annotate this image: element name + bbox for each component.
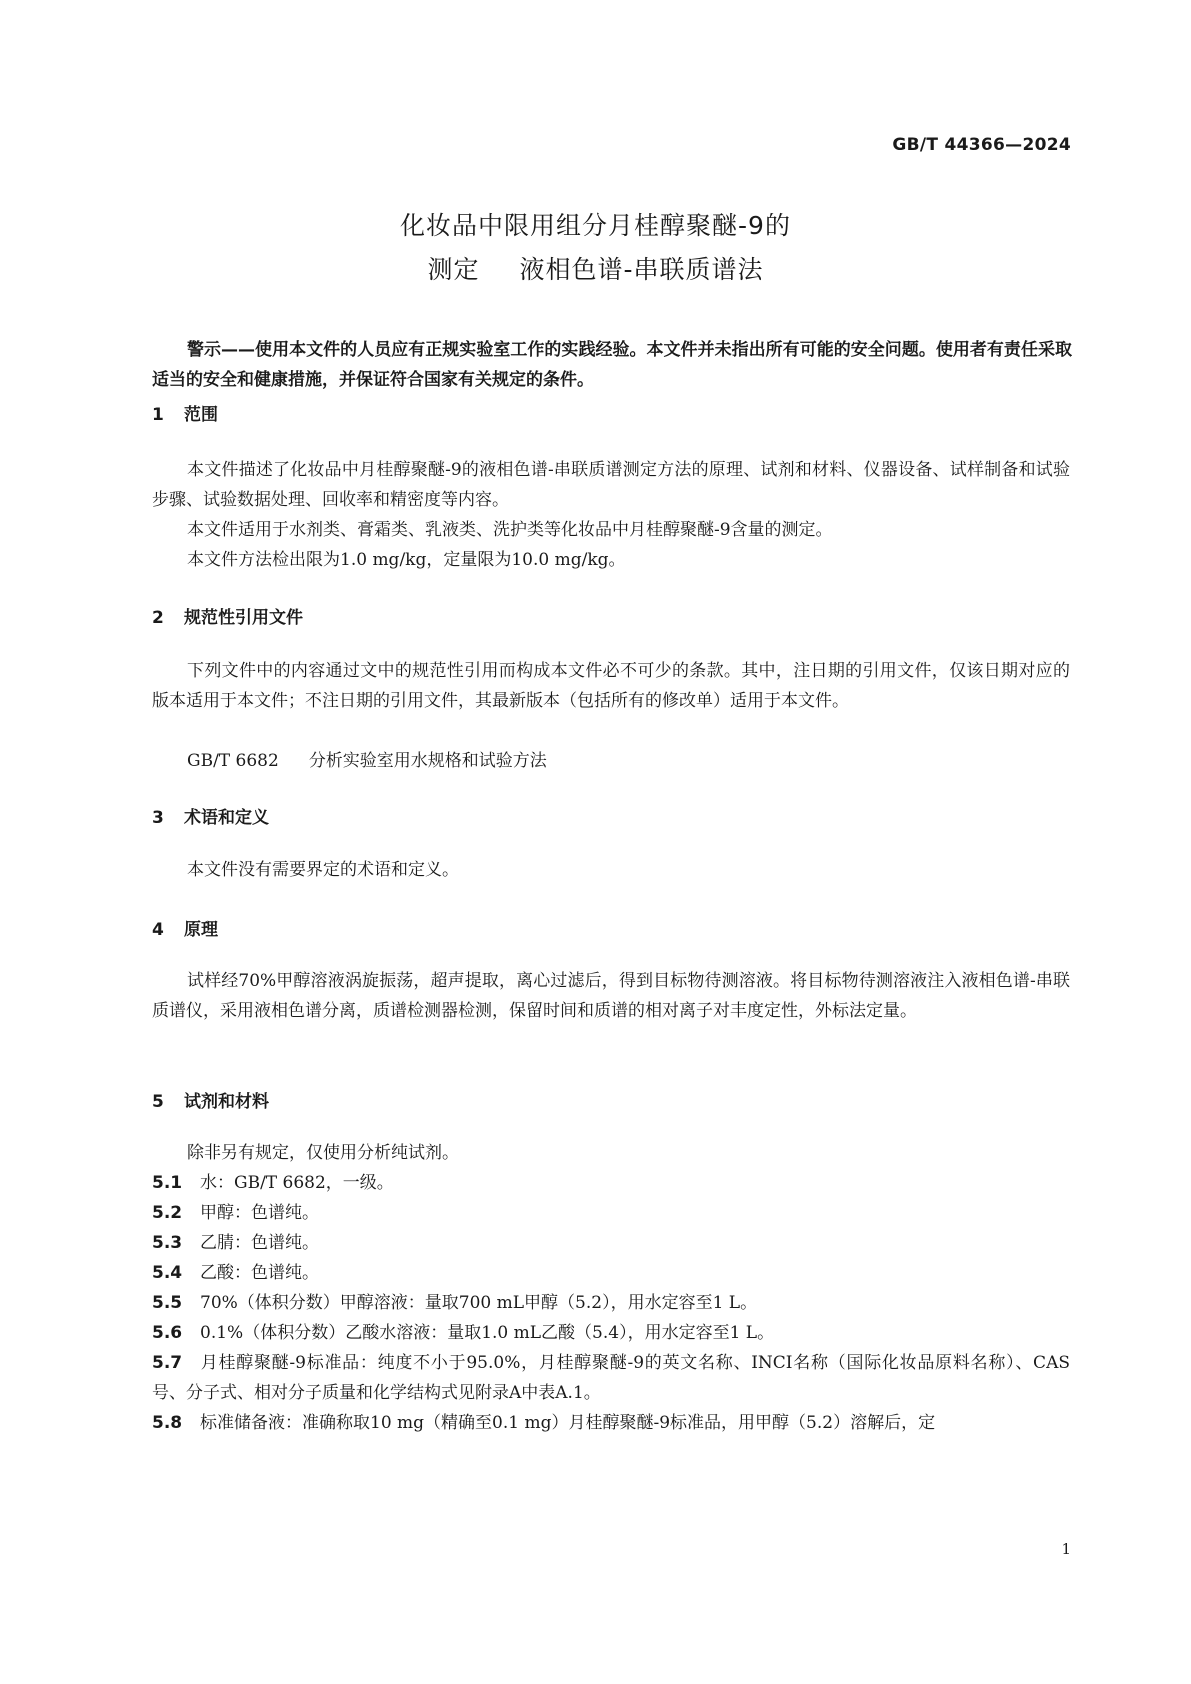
list-item: [152, 1228, 1070, 1258]
normative-reference: [187, 746, 547, 771]
list-item: [152, 1348, 1070, 1408]
list-item: [152, 1318, 1070, 1348]
item-text: 乙腈：色谱纯。: [200, 1233, 319, 1253]
item-number: 5.1: [152, 1173, 183, 1193]
section-title: 试剂和材料: [184, 1092, 269, 1112]
section-4-paragraph-1: 试样经70%甲醇溶液涡旋振荡，超声提取，离心过滤后，得到目标物待测溶液。将目标物待测溶液注入液相色谱-串联质谱仪，采用液相色谱分离，质谱检测器检测，保留时间和质谱的相对离子对丰度定性，外标法定量。: [152, 971, 1070, 1021]
list-item: [152, 1408, 1070, 1438]
item-number: 5.6: [152, 1323, 183, 1343]
section-number: 1: [152, 405, 164, 425]
title-line-1: 化妆品中限用组分月桂醇聚醚-9的: [400, 211, 791, 240]
item-number: 5.8: [152, 1413, 183, 1433]
list-item: [152, 1198, 1070, 1228]
document-title: [0, 204, 1191, 292]
item-text: 0.1%（体积分数）乙酸水溶液：量取1.0 mL乙酸（5.4），用水定容至1 L。: [200, 1323, 775, 1343]
section-2-heading: [152, 603, 303, 628]
section-number: 2: [152, 608, 164, 628]
section-number: 4: [152, 920, 164, 940]
section-4-heading: [152, 915, 218, 940]
item-number: 5.5: [152, 1293, 183, 1313]
section-1-paragraph-1: 本文件描述了化妆品中月桂醇聚醚-9的液相色谱-串联质谱测定方法的原理、试剂和材料、仪器设备、试样制备和试验步骤、试验数据处理、回收率和精密度等内容。: [152, 460, 1070, 510]
title-line-2-part-b: 液相色谱-串联质谱法: [519, 255, 764, 284]
list-item: [152, 1258, 1070, 1288]
section-5-heading: [152, 1087, 269, 1112]
standard-code: GB/T 44366—2024: [892, 135, 1071, 155]
reference-code: GB/T 6682: [187, 751, 279, 771]
section-3-paragraph-1: 本文件没有需要界定的术语和定义。: [187, 860, 459, 880]
item-number: 5.3: [152, 1233, 183, 1253]
section-title: 术语和定义: [184, 808, 269, 828]
item-text: 70%（体积分数）甲醇溶液：量取700 mL甲醇（5.2），用水定容至1 L。: [200, 1293, 758, 1313]
page-number: 1: [1061, 1540, 1071, 1558]
section-3-heading: [152, 803, 269, 828]
item-number: 5.7: [152, 1353, 183, 1373]
item-text: 标准储备液：准确称取10 mg（精确至0.1 mg）月桂醇聚醚-9标准品，用甲醇（5.2）溶解后，定: [200, 1413, 936, 1433]
item-text: 月桂醇聚醚-9标准品：纯度不小于95.0%，月桂醇聚醚-9的英文名称、INCI名称（国际化妆品原料名称）、CAS号、分子式、相对分子质量和化学结构式见附录A中表A.1。: [152, 1353, 1070, 1403]
section-title: 规范性引用文件: [184, 608, 303, 628]
item-text: 甲醇：色谱纯。: [200, 1203, 319, 1223]
safety-warning: 警示——使用本文件的人员应有正规实验室工作的实践经验。本文件并未指出所有可能的安全问题。使用者有责任采取适当的安全和健康措施，并保证符合国家有关规定的条件。: [152, 340, 1072, 390]
title-line-2-part-a: 测定: [427, 255, 480, 284]
section-1-paragraph-3: 本文件方法检出限为1.0 mg/kg，定量限为10.0 mg/kg。: [187, 550, 626, 570]
section-5-intro: 除非另有规定，仅使用分析纯试剂。: [187, 1143, 459, 1163]
item-text: 乙酸：色谱纯。: [200, 1263, 319, 1283]
list-item: [152, 1168, 1070, 1198]
item-text: 水：GB/T 6682，一级。: [200, 1173, 394, 1193]
section-number: 5: [152, 1092, 164, 1112]
item-number: 5.4: [152, 1263, 183, 1283]
section-title: 范围: [184, 405, 218, 425]
title-line-2: [0, 248, 1191, 292]
reference-title: 分析实验室用水规格和试验方法: [308, 751, 547, 771]
item-number: 5.2: [152, 1203, 183, 1223]
section-2-paragraph-1: 下列文件中的内容通过文中的规范性引用而构成本文件必不可少的条款。其中，注日期的引用文件，仅该日期对应的版本适用于本文件；不注日期的引用文件，其最新版本（包括所有的修改单）适用于本文件。: [152, 661, 1070, 711]
section-1-heading: [152, 400, 218, 425]
section-title: 原理: [184, 920, 218, 940]
section-1-paragraph-2: 本文件适用于水剂类、膏霜类、乳液类、洗护类等化妆品中月桂醇聚醚-9含量的测定。: [187, 520, 833, 540]
section-number: 3: [152, 808, 164, 828]
list-item: [152, 1288, 1070, 1318]
